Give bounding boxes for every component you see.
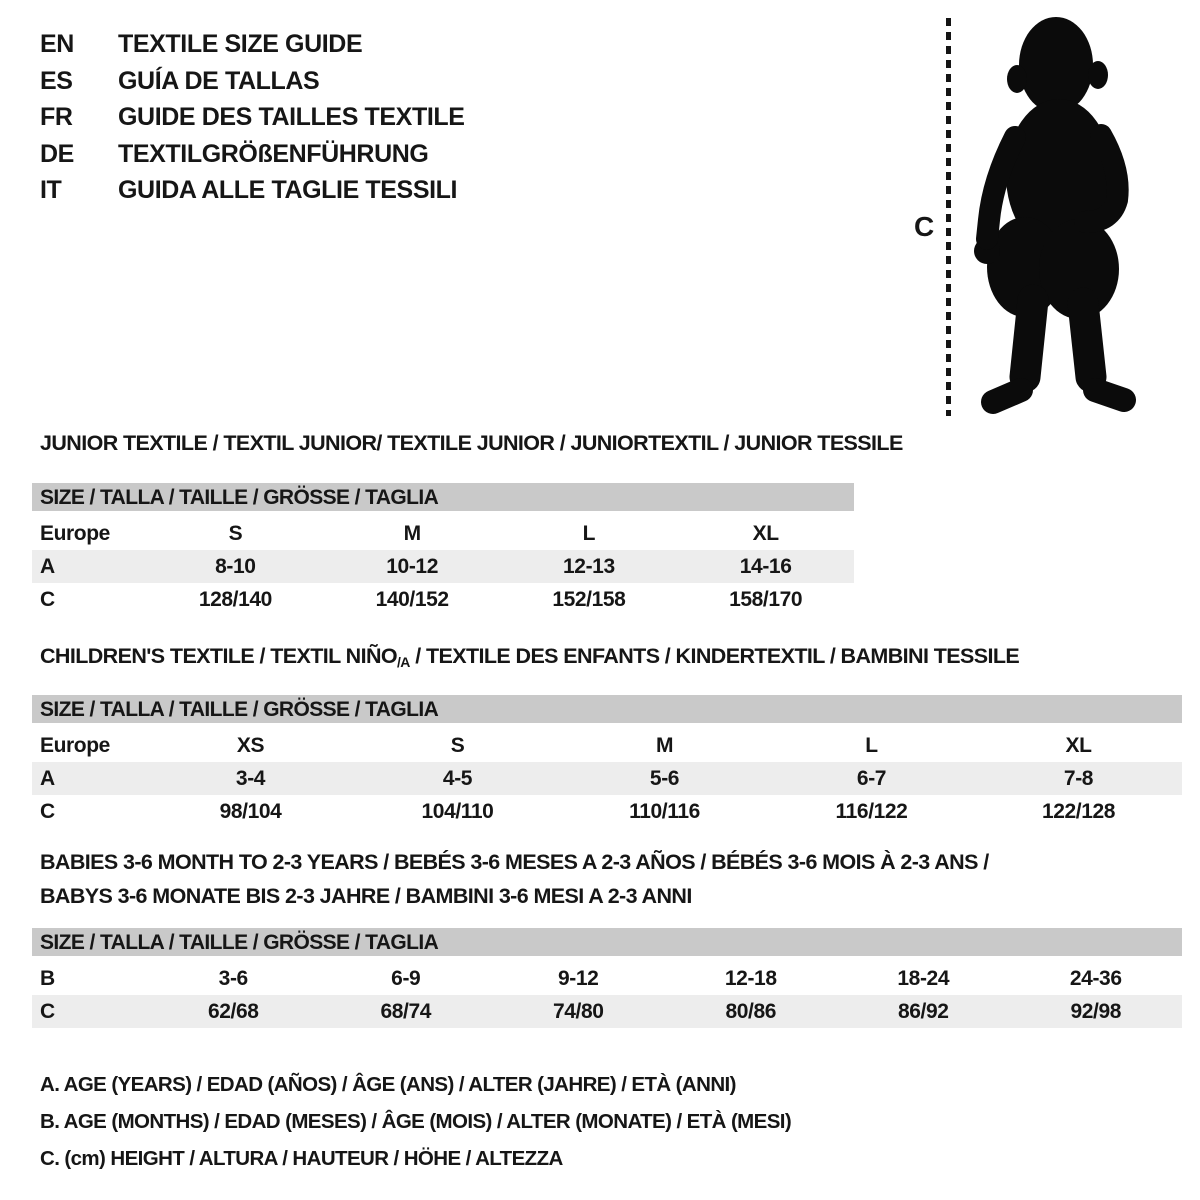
value-cell: 80/86 <box>725 1000 777 1023</box>
value-cell: 14-16 <box>739 555 792 578</box>
value-cell: 9-12 <box>558 967 599 990</box>
row-label: C <box>40 800 55 823</box>
value-cell: 62/68 <box>207 1000 259 1023</box>
row-label: C <box>40 1000 55 1023</box>
value-cell: 3-6 <box>218 967 248 990</box>
language-title-list <box>40 26 465 209</box>
value-cell: 86/92 <box>897 1000 949 1023</box>
lang-row-it <box>40 172 465 209</box>
value-cell: 74/80 <box>552 1000 604 1023</box>
row-label: C <box>40 588 55 611</box>
row-label: B <box>40 967 55 990</box>
lang-title: TEXTILGRÖßENFÜHRUNG <box>118 139 429 168</box>
children-height-row <box>32 795 1182 828</box>
babies-months-row <box>32 962 1182 995</box>
lang-code: FR <box>40 103 73 131</box>
value-cell: 92/98 <box>1070 1000 1122 1023</box>
size-cell: S <box>228 522 243 545</box>
lang-title: GUIDA ALLE TAGLIE TESSILI <box>118 176 458 204</box>
value-cell: 4-5 <box>442 767 473 790</box>
value-cell: 110/116 <box>629 800 700 823</box>
junior-height-row <box>32 583 854 616</box>
size-header-bar: SIZE / TALLA / TAILLE / GRÖSSE / TAGLIA <box>32 928 1182 956</box>
value-cell: 7-8 <box>1063 767 1094 790</box>
babies-title-line1: BABIES 3-6 MONTH TO 2-3 YEARS / BEBÉS 3-6 MESES A 2-3 AÑOS / BÉBÉS 3-6 MOIS À 2-3 ANS / <box>40 850 989 874</box>
junior-section-title: JUNIOR TEXTILE / TEXTIL JUNIOR/ TEXTILE JUNIOR / JUNIORTEXTIL / JUNIOR TESSILE <box>40 431 903 455</box>
note-age-months: B. AGE (MONTHS) / EDAD (MESES) / ÂGE (MOIS) / ALTER (MONATE) / ETÀ (MESI) <box>40 1110 792 1133</box>
value-cell: 98/104 <box>219 800 282 823</box>
size-cell: L <box>865 734 878 757</box>
value-cell: 12-18 <box>724 967 777 990</box>
babies-section-title <box>40 845 989 913</box>
children-title-sub: /A <box>397 654 410 670</box>
children-section-title <box>40 644 1019 670</box>
value-cell: 3-4 <box>235 767 266 790</box>
size-cell: XL <box>752 522 779 545</box>
value-cell: 68/74 <box>380 1000 432 1023</box>
value-cell: 116/122 <box>835 800 908 823</box>
row-label: A <box>40 767 55 790</box>
note-age-years: A. AGE (YEARS) / EDAD (AÑOS) / ÂGE (ANS) / ALTER (JAHRE) / ETÀ (ANNI) <box>40 1073 736 1096</box>
babies-height-row <box>32 995 1182 1028</box>
lang-code: IT <box>40 176 62 204</box>
lang-row-es <box>40 63 465 100</box>
row-label: A <box>40 555 55 578</box>
junior-age-row <box>32 550 854 583</box>
value-cell: 18-24 <box>897 967 950 990</box>
value-cell: 10-12 <box>386 555 438 578</box>
value-cell: 8-10 <box>215 555 256 578</box>
lang-title: TEXTILE SIZE GUIDE <box>118 30 363 58</box>
size-cell: S <box>450 734 465 757</box>
lang-row-de <box>40 136 465 173</box>
region-label: Europe <box>40 522 110 545</box>
size-cell: M <box>403 522 421 545</box>
value-cell: 158/170 <box>729 588 803 611</box>
value-cell: 140/152 <box>375 588 449 611</box>
junior-size-table <box>32 483 854 616</box>
value-cell: 24-36 <box>1069 967 1122 990</box>
size-header-bar: SIZE / TALLA / TAILLE / GRÖSSE / TAGLIA <box>32 695 1182 723</box>
value-cell: 122/128 <box>1041 800 1116 823</box>
size-cell: L <box>582 522 596 545</box>
babies-size-table <box>32 928 1182 1028</box>
children-size-table <box>32 695 1182 828</box>
size-cell: M <box>655 734 674 757</box>
size-cell: XL <box>1065 734 1092 757</box>
lang-code: EN <box>40 30 74 58</box>
value-cell: 152/158 <box>552 588 626 611</box>
babies-title-line2: BABYS 3-6 MONATE BIS 2-3 JAHRE / BAMBINI 3-6 MESI A 2-3 ANNI <box>40 884 692 908</box>
lang-title: GUÍA DE TALLAS <box>118 66 320 95</box>
value-cell: 6-7 <box>856 767 887 790</box>
children-age-row <box>32 762 1182 795</box>
value-cell: 104/110 <box>421 800 494 823</box>
toddler-silhouette-icon <box>963 15 1140 418</box>
height-dashed-line <box>946 18 951 416</box>
size-cell: XS <box>236 734 265 757</box>
children-title-suffix: / TEXTILE DES ENFANTS / KINDERTEXTIL / BAMBINI TESSILE <box>409 644 1020 668</box>
lang-code: ES <box>40 66 73 95</box>
value-cell: 5-6 <box>649 767 680 790</box>
value-cell: 12-13 <box>563 555 615 578</box>
note-height-cm: C. (cm) HEIGHT / ALTURA / HAUTEUR / HÖHE / ALTEZZA <box>40 1147 563 1170</box>
children-sizes-row <box>32 729 1182 762</box>
children-title-prefix: CHILDREN'S TEXTILE / TEXTIL NIÑO <box>40 644 398 668</box>
value-cell: 128/140 <box>198 588 272 611</box>
region-label: Europe <box>40 734 110 757</box>
lang-row-en <box>40 26 465 63</box>
size-header-bar: SIZE / TALLA / TAILLE / GRÖSSE / TAGLIA <box>32 483 854 511</box>
lang-row-fr <box>40 99 465 136</box>
value-cell: 6-9 <box>391 967 421 990</box>
junior-sizes-row <box>32 517 854 550</box>
height-c-label: C <box>914 211 934 242</box>
lang-title: GUIDE DES TAILLES TEXTILE <box>118 103 465 131</box>
legend-notes <box>40 1066 791 1177</box>
lang-code: DE <box>40 139 74 168</box>
